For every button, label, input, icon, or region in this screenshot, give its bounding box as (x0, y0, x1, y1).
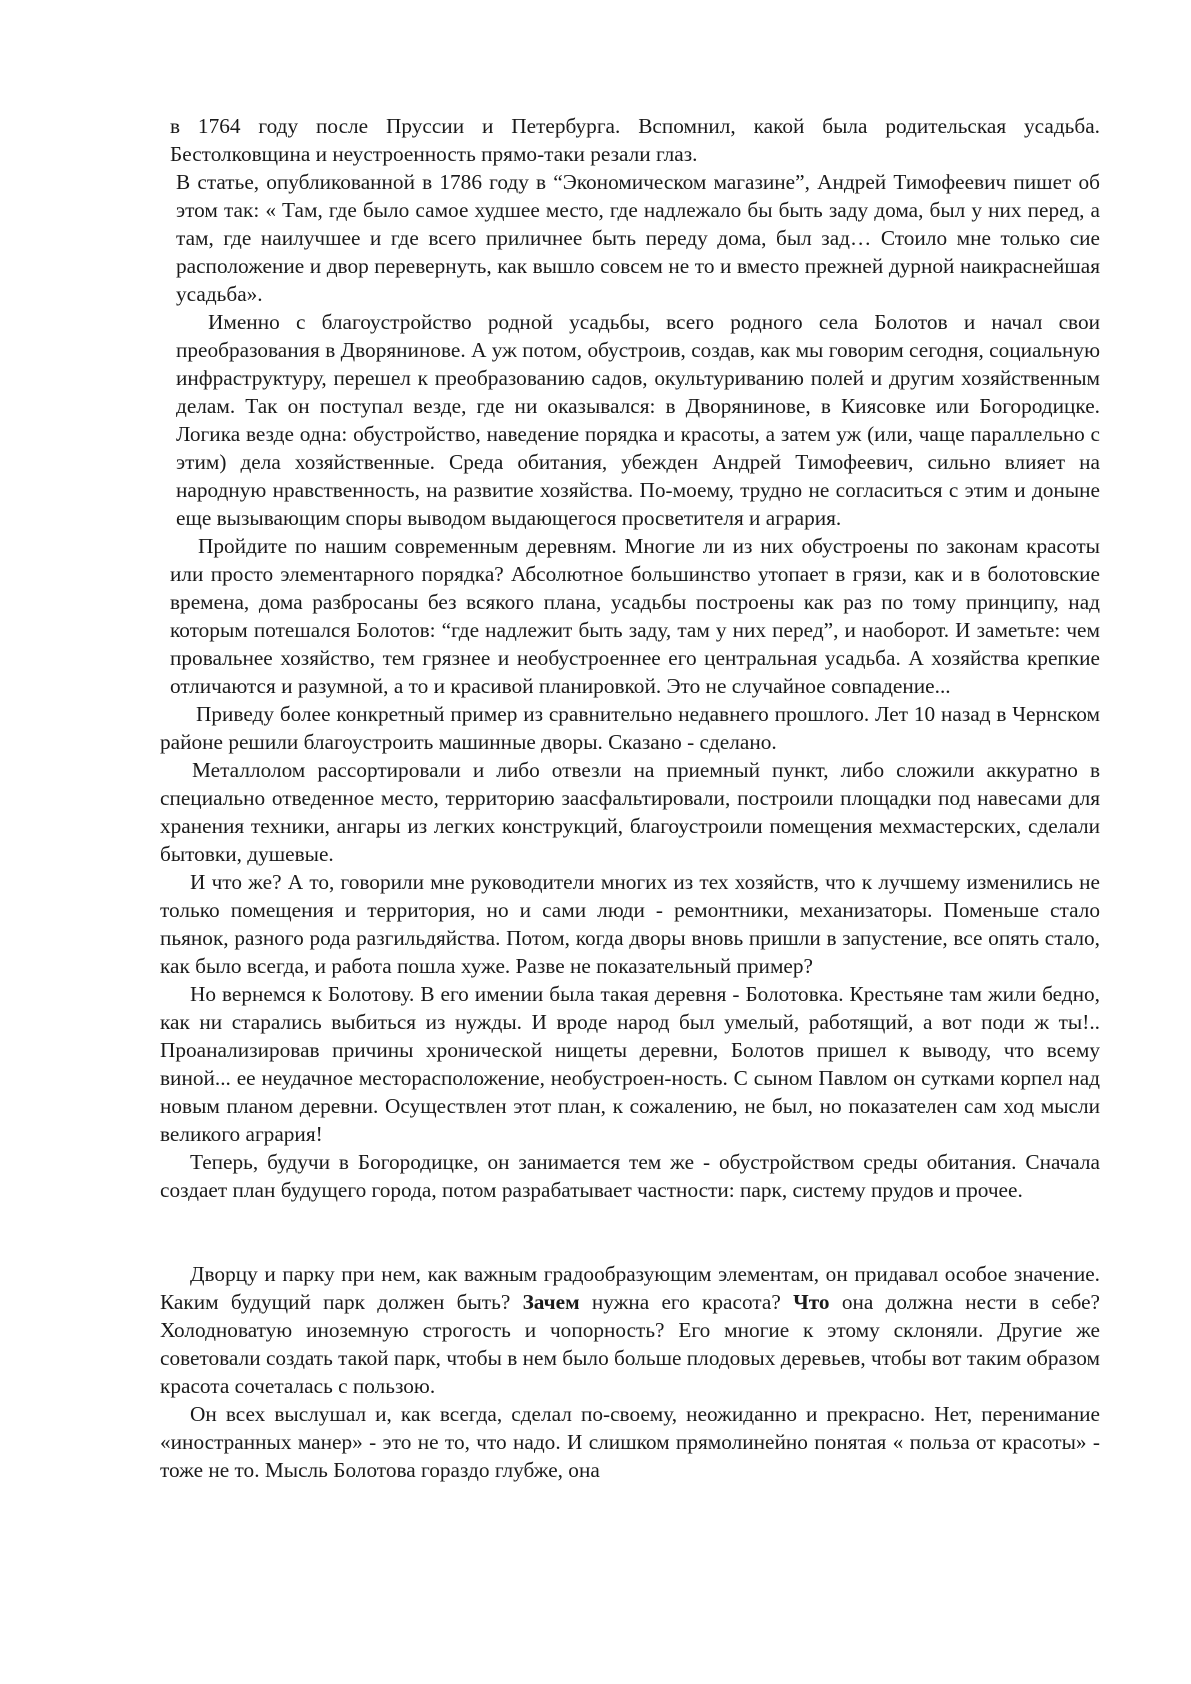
paragraph-text: нужна его красота? (591, 1290, 781, 1314)
paragraph: И что же? А то, говорили мне руководители многих из тех хозяйств, что к лучшему изменились не только помещения и территория, но и сами люди - ремонтники, механизаторы. Поменьше стало пьянок, разного рода разгильдяйства. Потом, когда дворы вновь пришли в запустение, все опять стало, как было всегда, и работа пошла хуже. Разве не показательный пример? (160, 870, 1100, 978)
document-page (160, 112, 1101, 1484)
bold-word: Зачем (522, 1290, 580, 1314)
paragraph: Пройдите по нашим современным деревням. Многие ли из них обустроены по законам красоты или просто элементарного порядка? Абсолютное большинство утопает в грязи, как и в болотовские времена, дома разбросаны без всякого плана, усадьбы построены как раз по тому принципу, над которым потешался Болотов: “где надлежит быть заду, там у них перед”, и наоборот. И заметьте: чем провальнее хозяйство, тем грязнее и необустроеннее его центральная усадьба. А хозяйства крепкие отличаются и разумной, а то и красивой планировкой. Это не случайное совпадение... (170, 534, 1100, 698)
paragraph: Металлолом рассортировали и либо отвезли на приемный пункт, либо сложили аккуратно в специально отведенное место, территорию заасфальтировали, построили площадки под навесами для хранения техники, ангары из легких конструкций, благоустроили помещения мехмастерских, сделали бытовки, душевые. (160, 758, 1100, 866)
paragraph: Он всех выслушал и, как всегда, сделал по-своему, неожиданно и прекрасно. Нет, перенимание «иностранных манер» - это не то, что надо. И слишком прямолинейно понятая « польза от красоты» - тоже не то. Мысль Болотова гораздо глубже, она (160, 1402, 1100, 1482)
paragraph: Именно с благоустройство родной усадьбы, всего родного села Болотов и начал свои преобразования в Дворянинове. А уж потом, обустроив, создав, как мы говорим сегодня, социальную инфраструктуру, перешел к преобразованию садов, окультуриванию полей и другим хозяйственным делам. Так он поступал везде, где ни оказывался: в Дворянинове, в Киясовке или Богородицке. Логика везде одна: обустройство, наведение порядка и красоты, а затем уж (или, чаще параллельно с этим) дела хозяйственные. Среда обитания, убежден Андрей Тимофеевич, сильно влияет на народную нравственность, на развитие хозяйства. По-моему, трудно не согласиться с этим и доныне еще вызывающим споры выводом выдающегося просветителя и агрария. (176, 310, 1100, 530)
blank-line (170, 1204, 1100, 1260)
paragraph: Но вернемся к Болотову. В его имении была такая деревня - Болотовка. Крестьяне там жили бедно, как ни старались выбиться из нужды. И вроде народ был умелый, работящий, а вот поди ж ты!.. Проанализировав причины хронической нищеты деревни, Болотов пришел к выводу, что всему виной... ее неудачное месторасположение, необустроен-ность. С сыном Павлом он сутками корпел над новым планом деревни. Осуществлен этот план, к сожалению, не был, но показателен сам ход мысли великого агрария! (160, 982, 1100, 1146)
paragraph (160, 1260, 1100, 1400)
paragraph-text: Дворцу и парку при нем, как важным градообразующим элементам, он придавал особое значение. Каким будущий парк должен быть? (160, 1262, 1100, 1314)
paragraph: Теперь, будучи в Богородицке, он занимается тем же - обустройством среды обитания. Сначала создает план будущего города, потом разрабатывает частности: парк, систему прудов и прочее. (160, 1150, 1100, 1202)
paragraph: в 1764 году после Пруссии и Петербурга. Вспомнил, какой была родительская усадьба. Бестолковщина и неустроенность прямо-таки резали глаз. (170, 114, 1100, 166)
paragraph-text: она должна нести в себе? Холодноватую иноземную строгость и чопорность? Его многие к этому склоняли. Другие же советовали создать такой парк, чтобы в нем было больше плодовых деревьев, чтобы вот таким образом красота сочеталась с пользою. (160, 1290, 1101, 1398)
paragraph: Приведу более конкретный пример из сравнительно недавнего прошлого. Лет 10 назад в Чернском районе решили благоустроить машинные дворы. Сказано - сделано. (160, 702, 1100, 754)
paragraph: В статье, опубликованной в 1786 году в “Экономическом магазине”, Андрей Тимофеевич пишет об этом так: « Там, где было самое худшее место, где надлежало бы быть заду дома, был у них перед, а там, где наилучшее и где всего приличнее быть переду дома, был зад… Стоило мне только сие расположение и двор перевернуть, как вышло совсем не то и вместо прежней дурной наикраснейшая усадьба». (176, 170, 1100, 306)
bold-word: Что (793, 1290, 830, 1314)
